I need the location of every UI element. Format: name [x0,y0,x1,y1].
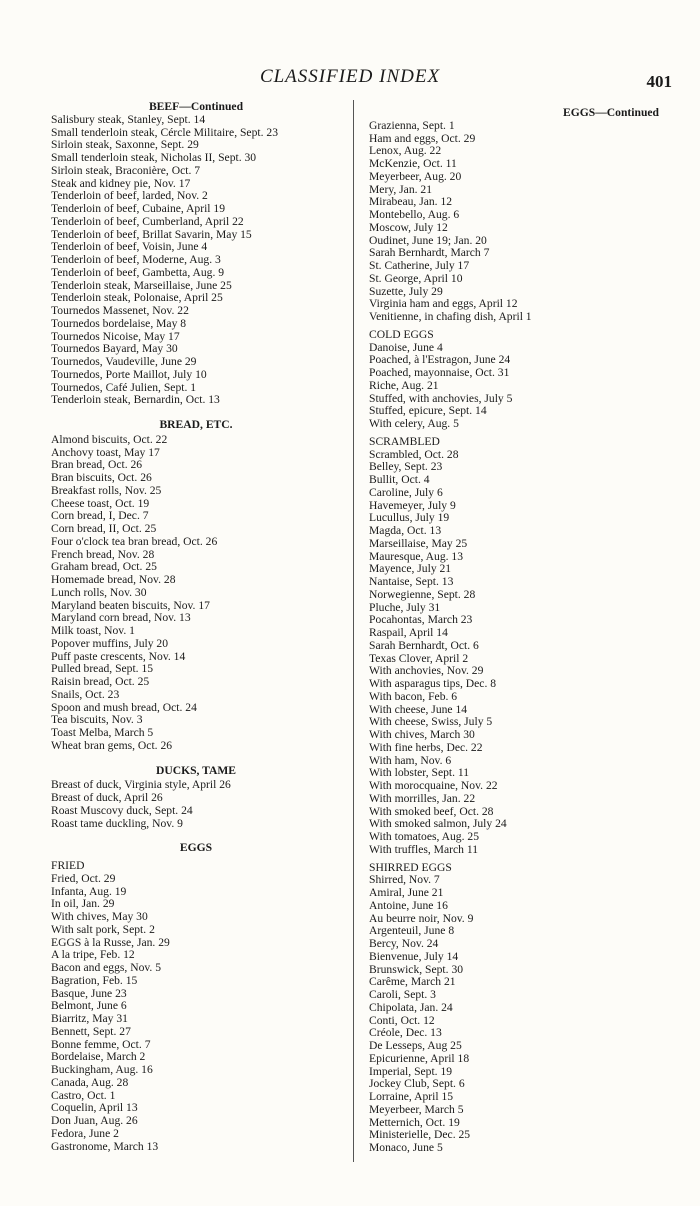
index-entry: Brunswick, Sept. 30 [369,962,464,976]
index-entry: Monaco, June 5 [369,1141,443,1154]
index-entry: Breast of duck, Virginia style, April 26 [51,778,231,792]
index-entry: Suzette, July 29 [369,284,443,298]
index-entry: Antoine, June 16 [369,898,448,912]
index-entry: Tenderloin of beef, Moderne, Aug. 3 [51,253,221,266]
index-entry: Popover muffins, July 20 [51,636,169,650]
index-entry: Mirabeau, Jan. 12 [369,195,453,209]
index-entry: Four o'clock tea bran bread, Oct. 26 [51,534,218,548]
index-entry: Tournedos Bayard, May 30 [51,342,178,356]
index-entry: Fried, Oct. 29 [51,871,116,885]
index-entry: With smoked beef, Oct. 28 [369,804,494,818]
index-entry: Epicurienne, April 18 [369,1051,470,1065]
index-entry: Shirred, Nov. 7 [369,873,440,887]
index-entry: Sirloin steak, Saxonne, Sept. 29 [51,138,199,152]
index-entry: Breast of duck, April 26 [51,791,163,804]
index-entry: Bacon and eggs, Nov. 5 [51,961,162,974]
index-entry: Marseillaise, May 25 [369,536,468,550]
section-heading: BEEF—Continued [148,100,244,113]
index-entry: Scrambled, Oct. 28 [369,447,459,461]
index-entry: Sarah Bernhardt, March 7 [369,246,490,260]
index-entry: With salt pork, Sept. 2 [51,922,155,936]
index-entry: Tea biscuits, Nov. 3 [51,713,143,727]
index-entry: Mayence, July 21 [369,562,452,576]
index-entry: Tournedos, Porte Maillot, July 10 [51,367,207,381]
index-entry: Poached, à l'Estragon, June 24 [369,353,511,367]
section-heading: EGGS—Continued [563,106,659,119]
index-entry: With ham, Nov. 6 [369,753,452,767]
index-entry: Canada, Aug. 28 [51,1075,129,1089]
index-entry: Almond biscuits, Oct. 22 [51,432,168,446]
index-entry: Tenderloin steak, Bernardin, Oct. 13 [51,393,220,407]
index-entry: Castro, Oct. 1 [51,1088,116,1102]
index-section [51,419,341,753]
index-entry: Puff paste crescents, Nov. 14 [51,649,186,663]
index-section [51,765,341,831]
index-entry: Bercy, Nov. 24 [369,937,439,950]
index-entry: Tenderloin of beef, Gambetta, Aug. 9 [51,265,225,279]
index-entry: A la tripe, Feb. 12 [51,948,135,962]
index-entry: Spoon and mush bread, Oct. 24 [51,700,197,714]
index-entry: Belmont, June 6 [51,999,127,1013]
column-divider [353,100,354,1162]
index-entry: Havemeyer, July 9 [369,498,456,512]
index-entry: Bullit, Oct. 4 [369,473,430,486]
page-number: 401 [646,72,672,91]
index-entry: Imperial, Sept. 19 [369,1064,453,1078]
index-entry: Pulled bread, Sept. 15 [51,662,154,676]
index-entry: Snails, Oct. 23 [51,687,120,701]
index-entry: Au beurre noir, Nov. 9 [369,911,474,925]
section-heading: BREAD, ETC. [159,418,233,431]
index-entry: Bagration, Feb. 15 [51,973,138,987]
index-entry: De Lesseps, Aug 25 [369,1039,462,1052]
section-heading: DUCKS, TAME [155,763,237,777]
index-entry: Basque, June 23 [51,986,127,1000]
index-entry: Small tenderloin steak, Cércle Militaire, Sept. 23 [51,125,278,139]
index-entry: Meyerbeer, Aug. 20 [369,169,462,183]
index-entry: Tenderloin of beef, Voisin, June 4 [51,240,208,254]
index-entry: Montebello, Aug. 6 [369,208,460,221]
index-entry: Steak and kidney pie, Nov. 17 [51,176,191,190]
index-entry: With truffles, March 11 [369,842,479,856]
index-entry: Chipolata, Jan. 24 [369,1000,453,1014]
index-entry: Biarritz, May 31 [51,1012,128,1025]
index-entry: Stuffed, with anchovies, July 5 [369,391,513,405]
index-entry: Metternich, Oct. 19 [369,1115,460,1129]
index-entry: Wheat bran gems, Oct. 26 [51,738,173,752]
index-entry: With smoked salmon, July 24 [369,817,507,831]
index-entry: Caroline, July 6 [369,485,443,499]
index-entry: Magda, Oct. 13 [369,524,442,537]
index-entry: Tournedos Nicoise, May 17 [51,329,180,343]
index-section [369,436,659,857]
subsection-heading: COLD EGGS [369,327,434,341]
index-entry: Small tenderloin steak, Nicholas II, Sept. 30 [51,151,257,164]
index-entry: Tournedos Massenet, Nov. 22 [51,304,189,317]
index-entry: With celery, Aug. 5 [369,417,459,430]
index-entry: Tenderloin steak, Polonaise, April 25 [51,291,223,305]
index-section [369,862,659,1155]
index-entry: Pocahontas, March 23 [369,613,473,627]
index-entry: Poached, mayonnaise, Oct. 31 [369,366,510,379]
index-entry: Venitienne, in chafing dish, April 1 [369,310,532,323]
index-entry: French bread, Nov. 28 [51,547,155,561]
index-entry: Anchovy toast, May 17 [51,445,160,459]
index-entry: Tenderloin of beef, larded, Nov. 2 [51,189,208,203]
index-entry: With fine herbs, Dec. 22 [369,740,483,754]
index-entry: Don Juan, Aug. 26 [51,1114,138,1127]
running-head-title: CLASSIFIED INDEX [259,66,441,87]
index-entry: Sirloin steak, Braconière, Oct. 7 [51,163,201,177]
index-entry: Bienvenue, July 14 [369,949,459,963]
index-entry: With cheese, June 14 [369,702,468,716]
index-entry: Corn bread, I, Dec. 7 [51,509,149,523]
index-entry: Graham bread, Oct. 25 [51,560,157,574]
index-entry: Milk toast, Nov. 1 [51,624,135,637]
index-entry: Fedora, June 2 [51,1126,119,1140]
index-entry: Tenderloin of beef, Brillat Savarin, May 15 [51,227,252,241]
index-entry: Bran bread, Oct. 26 [51,458,143,472]
subsection-heading: SHIRRED EGGS [369,860,452,874]
index-entry: Tournedos, Vaudeville, June 29 [51,355,197,368]
index-entry: Infanta, Aug. 19 [51,884,127,898]
index-entry: With bacon, Feb. 6 [369,689,458,703]
subsection-heading: FRIED [51,859,85,872]
index-entry: Tenderloin of beef, Cubaine, April 19 [51,202,226,215]
index-entry: Lucullus, July 19 [369,511,450,525]
index-entry: Bran biscuits, Oct. 26 [51,471,152,484]
index-entry: Lunch rolls, Nov. 30 [51,585,147,599]
index-entry: With cheese, Swiss, July 5 [369,715,493,729]
index-entry: Bordelaise, March 2 [51,1050,146,1064]
index-entry: Riche, Aug. 21 [369,378,439,392]
index-entry: Salisbury steak, Stanley, Sept. 14 [51,112,206,126]
index-entry: Gastronome, March 13 [51,1139,159,1153]
index-entry: With morocquaine, Nov. 22 [369,779,498,792]
subsection-heading: SCRAMBLED [369,434,440,448]
index-entry: Raisin bread, Oct. 25 [51,675,150,688]
index-section [51,101,341,407]
index-entry: With anchovies, Nov. 29 [369,664,484,678]
section-heading: EGGS [179,841,213,855]
index-entry: Bennett, Sept. 27 [51,1024,131,1038]
index-entry: St. George, April 10 [369,271,463,285]
index-entry: Conti, Oct. 12 [369,1013,435,1027]
index-entry: Tournedos, Café Julien, Sept. 1 [51,380,197,394]
index-column-right [369,107,659,1155]
index-entry: Cheese toast, Oct. 19 [51,496,150,510]
index-entry: Roast tame duckling, Nov. 9 [51,816,183,830]
index-section [369,107,659,324]
index-entry: Bonne femme, Oct. 7 [51,1037,151,1051]
index-entry: Homemade bread, Nov. 28 [51,573,176,586]
index-entry: Grazienna, Sept. 1 [369,118,455,132]
index-section [51,842,341,1153]
index-entry: Ham and eggs, Oct. 29 [369,131,476,145]
index-entry: Caroli, Sept. 3 [369,988,436,1001]
index-entry: Oudinet, June 19; Jan. 20 [369,233,487,247]
index-entry: EGGS à la Russe, Jan. 29 [51,935,170,949]
index-entry: Toast Melba, March 5 [51,726,154,739]
index-entry: Tenderloin steak, Marseillaise, June 25 [51,278,232,292]
index-entry: Nantaise, Sept. 13 [369,575,454,588]
index-entry: Jockey Club, Sept. 6 [369,1077,465,1091]
index-entry: Breakfast rolls, Nov. 25 [51,483,162,497]
index-entry: McKenzie, Oct. 11 [369,157,457,170]
index-entry: In oil, Jan. 29 [51,897,115,911]
index-entry: With asparagus tips, Dec. 8 [369,677,497,690]
index-section [369,329,659,431]
index-entry: Virginia ham and eggs, April 12 [369,297,518,311]
index-entry: Argenteuil, June 8 [369,924,455,938]
index-entry: Lenox, Aug. 22 [369,144,442,158]
index-entry: Coquelin, April 13 [51,1101,138,1115]
index-entry: St. Catherine, July 17 [369,259,470,272]
index-entry: With lobster, Sept. 11 [369,766,470,780]
index-entry: Pluche, July 31 [369,600,441,614]
index-entry: Lorraine, April 15 [369,1090,454,1103]
index-entry: Tenderloin of beef, Cumberland, April 22 [51,214,244,228]
index-entry: Danoise, June 4 [369,340,443,354]
index-entry: Mauresque, Aug. 13 [369,549,464,563]
index-entry: Créole, Dec. 13 [369,1026,442,1040]
index-entry: Amiral, June 21 [369,886,444,899]
index-entry: Carême, March 21 [369,975,456,989]
index-entry: Belley, Sept. 23 [369,460,443,474]
index-entry: Meyerbeer, March 5 [369,1102,464,1116]
index-entry: Stuffed, epicure, Sept. 14 [369,404,487,418]
index-column-left [51,101,341,1153]
index-entry: Buckingham, Aug. 16 [51,1063,153,1076]
index-entry: Ministerielle, Dec. 25 [369,1128,471,1142]
index-entry: With chives, March 30 [369,728,475,741]
index-entry: With tomatoes, Aug. 25 [369,830,479,843]
index-entry: Maryland beaten biscuits, Nov. 17 [51,598,210,612]
index-entry: Corn bread, II, Oct. 25 [51,522,157,535]
index-entry: Tournedos bordelaise, May 8 [51,316,187,330]
index-entry: Sarah Bernhardt, Oct. 6 [369,638,479,652]
index-entry: With morrilles, Jan. 22 [369,791,476,805]
index-entry: Norwegienne, Sept. 28 [369,587,476,601]
index-entry: Texas Clover, April 2 [369,651,469,665]
index-entry: With chives, May 30 [51,910,148,923]
index-entry: Roast Muscovy duck, Sept. 24 [51,803,193,817]
index-entry: Maryland corn bread, Nov. 13 [51,611,191,625]
index-entry: Mery, Jan. 21 [369,182,433,196]
index-entry: Raspail, April 14 [369,626,448,639]
index-entry: Moscow, July 12 [369,220,448,234]
